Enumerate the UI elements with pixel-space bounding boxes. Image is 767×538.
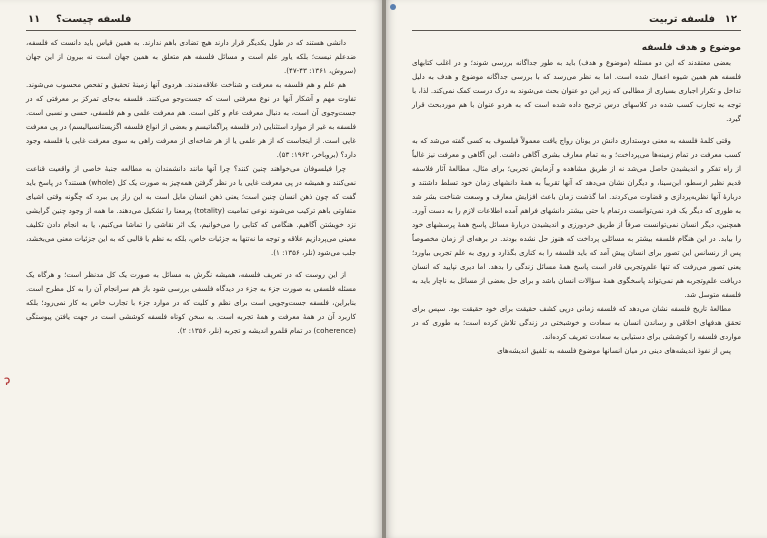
pen-annotation-mark: ɂ: [4, 374, 11, 389]
right-paragraph-3: مطالعهٔ تاریخ فلسفه نشان می‌دهد که فلسفه زمانی درپی کشف حقیقت برای خود حقیقت بود. سپس برای تحقق هدفهای اخلاقی و رساندن انسان به سعادت و خوشبختی در زندگی تلاش کرده است؛ به طوری که در مواردی فلسفه را کوششی برای دستیابی به سعادت تعریف کرده‌اند.: [412, 304, 741, 341]
left-paragraph-3: چرا فیلسوفان می‌خواهند چنین کنند؟ چرا آنها مانند دانشمندان به مطالعه جنبهٔ خاصی از واقعیت قناعت نمی‌کنند و همیشه در پی معرفت غایی یا در نظر گرفتن همه‌چیز به صورت یک کل (whole) هستند؟ در پاسخ باید گفت که چون ذهن انسان چنین است؛ یعنی ذهن انسان مایل است به این راز پی ببرد که چگونه وقتی اشیای متفاوتی باهم ترکیب می‌شوند نوعی تمامیت (totality) پرمعنا را تشکیل می‌دهند. ما همه از وجود چنین گرایشی نزد خویشتن آگاهیم. هنگامی که کتابی را می‌خوانیم، یک اثر نقاشی را تماشا می‌کنیم، یا به انجام دادن تکلیف معینی می‌پردازیم علاقه و توجه ما نه‌تنها به جزئیات خاص، بلکه به نظم یا قالبی که به این جزئیات معنی می‌بخشد، جلب می‌شود (نلر، ۱۳۵۶: ۱).: [26, 164, 357, 257]
right-page-number: ۱۲: [724, 14, 737, 25]
left-paragraph-2: هم علم و هم فلسفه به معرفت و شناخت علاقه‌مندند. هردوی آنها زمینهٔ تحقیق و تفحص محسوب می‌شوند. تفاوت مهم و آشکار آنها در نوع معرفتی است که جست‌وجو می‌کنند. فلسفه به‌جای تمرکز بر معرفتی که در جست‌وجوی آن است، به دنبال معرفت عام و کلی است. هم معرفت علمی و هم فلسفی، حسی و نسبی است. فلسفه به‌ غیر از موارد استثنایی (در فلسفه پراگماتیسم و بعضی از انواع فلسفه اگزیستانسیالیسم) در پی معرفت غایی است. از اینجاست که از هر علمی یا از هر شاخه‌ای از معرفت راهی به سوی معرفت غایی یا فلسفه وجود دارد؟ (بروباخر، ۱۹۶۲: ۵۳).: [26, 80, 356, 159]
left-page-number: ۱۱: [28, 14, 41, 25]
right-running-head: فلسفه تربیت: [649, 14, 715, 25]
right-page-header: [412, 12, 741, 31]
left-page-body: [26, 36, 356, 524]
left-paragraph-1: دانشی هستند که در طول یکدیگر قرار دارند هیچ تضادی باهم ندارند. به همین قیاس باید دانست که فلسفه، ضدعلم نیست؛ بلکه یاور علم است و مسائل فلسفه هم متعلق به همین جهان است نه بیرون از این جهان (سروش، ۱۳۶۱: ۴۳-۴۷).: [26, 38, 356, 75]
left-page-header: [26, 12, 356, 31]
left-paragraph-4: از این روست که در تعریف فلسفه، همیشه نگرش به مسائل به صورت یک کل مدنظر است؛ و هرگاه یک مسئله فلسفی به صورت جزء به جزء در دیدگاه فلسفی بررسی شود باز هم سرانجام آن را به کل مطرح است. بنابراین، فلسفه جست‌وجویی است برای نظم و کلیت که در موارد جزء با تجارب خاص به کار نمی‌رود؛ بلکه کاربرد آن در همهٔ معرفت و همهٔ تجربه است. به سخن کوتاه فلسفه کوششی است در جهت یافتن پیوستگی (coherence) در تمام قلمرو اندیشه و تجربه (نلر، ۱۳۵۶: ۲).: [26, 270, 356, 335]
section-heading: موضوع و هدف فلسفه: [641, 43, 741, 53]
right-page: [386, 0, 767, 538]
page-marker-dot: [390, 4, 396, 10]
left-running-head: فلسفه چیست؟: [56, 14, 132, 25]
right-page-body: [412, 40, 741, 524]
right-paragraph-2: وقتی کلمهٔ فلسفه به معنی دوستداری دانش در یونان رواج یافت معمولاً فیلسوف به کسی گفته می‌شد که به کسب معرفت در تمام زمینه‌ها می‌پرداخت؛ و به تمام معارف بشری آگاهی داشت. این آگاهی و معرفت نیز غالباً از راه تفکر و اندیشیدن حاصل می‌شد نه از طریق مشاهده و آزمایش تجربی؛ برای مثال، مطالعهٔ آثار فلاسفه قدیم نظیر ارسطو، ابن‌سینا، و دیگران نشان می‌دهد که آنها تقریباً به همهٔ دانشهای زمان خود تسلط داشتند و دربارهٔ آنها نظریه‌پردازی و قضاوت می‌کردند. اما گذشت زمان باعث افزایش معارف و وسعت شناخت بشر شد به طوری که دیگر یک فرد نمی‌توانست درتمام یا حتی بیشتر دانشهای فراهم آمده اطلاعات لازم را به دست آورد. همچنین، دیگر انسان نمی‌توانست صرفاً از طریق خردورزی و اندیشیدن دربارهٔ مسائل پاسخ همهٔ پرسشهای خود را بیابد. در این هنگام فلسفه بیشتر به مسائلی پرداخت که هنوز حل نشده بودند. در برهه‌ای از زمان مخصوصاً پس از رنسانس این تصور برای انسان پیش آمد که باید فلسفه را به کناری بگذارد و روی به علم تجربی بیاورد؛ یعنی تصور می‌رفت که تنها علم‌وتجربی قادر است پاسخ همهٔ مسائل زندگی را بدهد. اما دیری نپایید که انسان دریافت علم‌وتجربه هم نمی‌تواند پاسخگوی همهٔ سؤالات انسان باشد و برای حل بعضی از مسائل به ناچار باید به فلسفه متوسل شد.: [412, 136, 741, 299]
right-paragraph-4: پس از نفوذ اندیشه‌های دینی در میان انسانها موضوع فلسفه به تلفیق اندیشه‌های: [497, 346, 731, 355]
right-paragraph-1: بعضی معتقدند که این دو مسئله (موضوع و هدف) باید به طور جداگانه بررسی شوند؛ و در اغلب کتابهای فلسفه هم همین شیوه اعمال شده است. اما به نظر می‌رسد که با بررسی جداگانه موضوع و هدف به دلیل تداخل و تکرار اجباری بسیاری از مطالبی که زیر این دو عنوان بحث می‌شوند به درک درست کمک نمی‌کند. لذا، با توجه به تجارب کسب شده در کلاسهای درس ترجیح داده شده است که به هردو عنوان با هم موردبحث قرار گیرد.: [412, 58, 741, 123]
left-page: [0, 0, 382, 538]
